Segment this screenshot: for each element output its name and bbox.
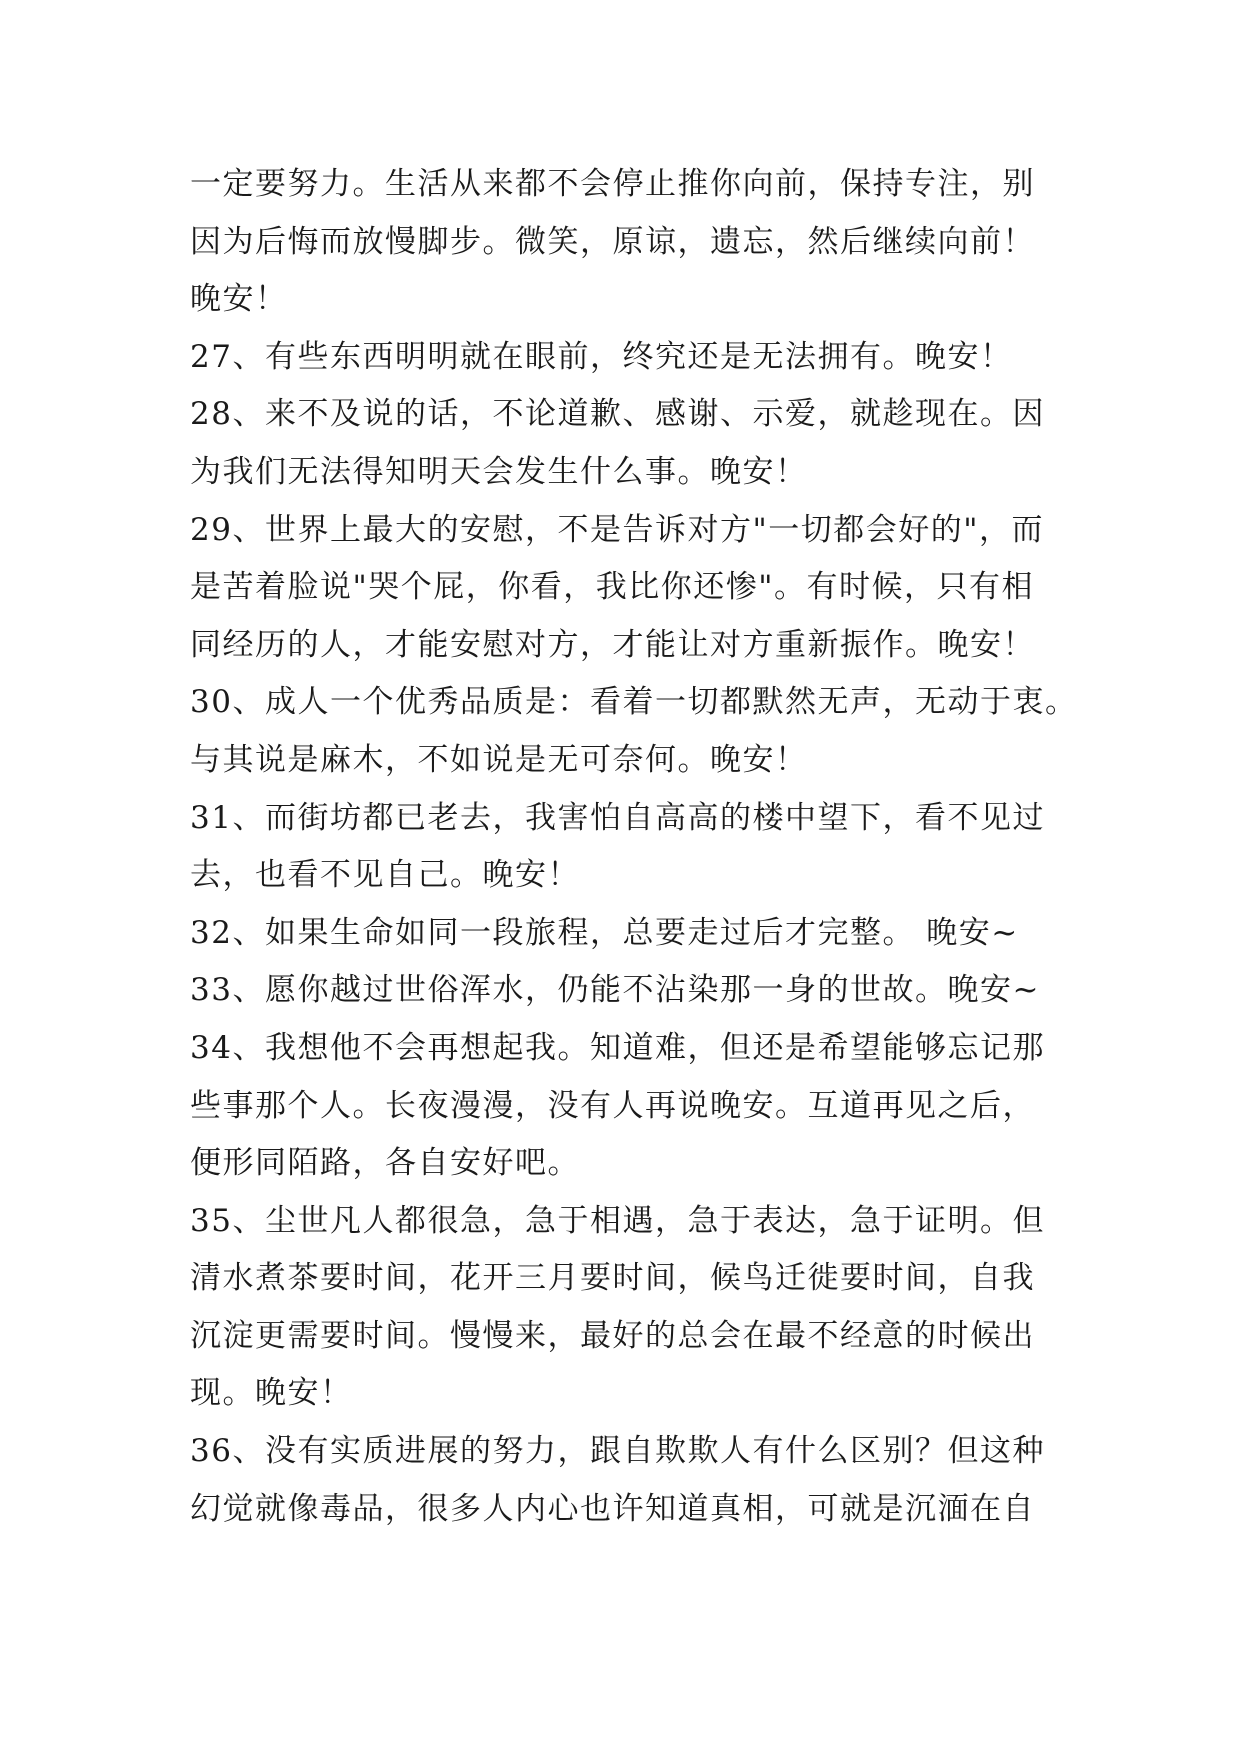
text-line: 28、来不及说的话，不论道歉、感谢、示爱，就趁现在。因 (190, 396, 1045, 433)
text-line: 33、愿你越过世俗浑水，仍能不沾染那一身的世故。晚安~ (190, 972, 1040, 1009)
text-line: 29、世界上最大的安慰，不是告诉对方"一切都会好的"，而 (190, 511, 1044, 548)
text-line: 些事那个人。长夜漫漫，没有人再说晚安。互道再见之后， (190, 1087, 1035, 1124)
text-line: 32、如果生命如同一段旅程，总要走过后才完整。 晚安~ (190, 914, 1019, 951)
text-line: 与其说是麻木，不如说是无可奈何。晚安！ (190, 741, 808, 778)
text-line: 清水煮茶要时间，花开三月要时间，候鸟迁徙要时间，自我 (190, 1260, 1035, 1297)
text-line: 现。晚安！ (190, 1375, 353, 1412)
text-line: 去，也看不见自己。晚安！ (190, 857, 580, 894)
text-line: 同经历的人，才能安慰对方，才能让对方重新振作。晚安！ (190, 626, 1035, 663)
text-line: 为我们无法得知明天会发生什么事。晚安！ (190, 453, 808, 490)
text-line: 27、有些东西明明就在眼前，终究还是无法拥有。晚安！ (190, 338, 1013, 375)
document-body (190, 156, 1078, 1538)
text-line: 30、成人一个优秀品质是：看着一切都默然无声，无动于衷。 (190, 684, 1078, 721)
text-line: 幻觉就像毒品，很多人内心也许知道真相，可就是沉湎在自 (190, 1490, 1035, 1527)
text-line: 34、我想他不会再想起我。知道难，但还是希望能够忘记那 (190, 1029, 1045, 1066)
text-line: 沉淀更需要时间。慢慢来，最好的总会在最不经意的时候出 (190, 1317, 1035, 1354)
text-line: 因为后悔而放慢脚步。微笑，原谅，遗忘，然后继续向前！ (190, 223, 1035, 260)
text-line: 是苦着脸说"哭个屁，你看，我比你还惨"。有时候，只有相 (190, 569, 1035, 606)
text-line: 31、而街坊都已老去，我害怕自高高的楼中望下，看不见过 (190, 799, 1045, 836)
text-line: 晚安！ (190, 281, 288, 318)
text-line: 便形同陌路，各自安好吧。 (190, 1145, 580, 1182)
text-line: 36、没有实质进展的努力，跟自欺欺人有什么区别？但这种 (190, 1433, 1045, 1470)
text-line: 一定要努力。生活从来都不会停止推你向前，保持专注，别 (190, 166, 1035, 202)
text-line: 35、尘世凡人都很急，急于相遇，急于表达，急于证明。但 (190, 1202, 1045, 1239)
